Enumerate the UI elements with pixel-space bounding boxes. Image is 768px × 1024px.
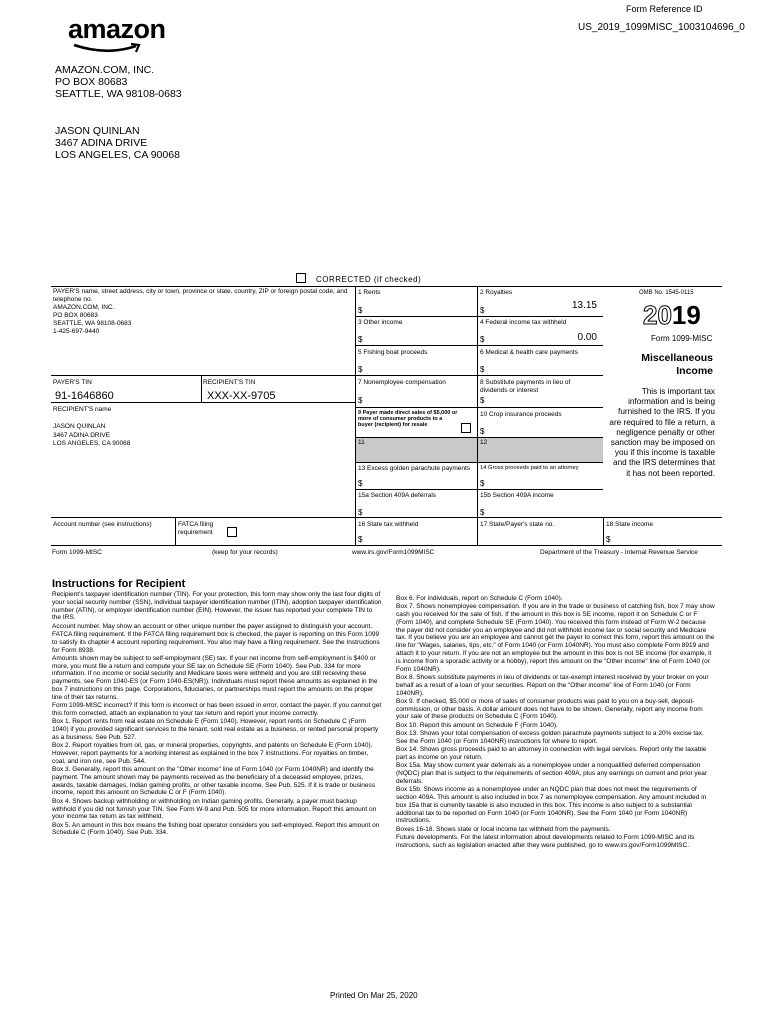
- box2-label: 2 Royalties: [480, 289, 513, 296]
- form-1099-misc: [51, 286, 722, 546]
- box8-label: 8 Substitute payments in lieu of dividends or interest: [480, 379, 571, 394]
- box7-label: 7 Nonemployee compensation: [358, 379, 446, 386]
- box13-dollar: $: [358, 479, 363, 488]
- recipient-address-line: LOS ANGELES, CA 90068: [55, 149, 180, 161]
- omb-number: OMB No. 1545-0115: [639, 290, 694, 296]
- box3-label: 3 Other income: [358, 319, 403, 326]
- box16-dollar: $: [358, 535, 363, 544]
- misc-income-title: Miscellaneous Income: [641, 352, 713, 377]
- box1-dollar: $: [358, 306, 363, 315]
- tax-year-outline: 20: [643, 300, 672, 330]
- recipient-name-label: RECIPIENT'S name: [53, 406, 112, 413]
- instructions-title: Instructions for Recipient: [52, 578, 186, 590]
- box5-label: 5 Fishing boat proceeds: [358, 349, 428, 356]
- box18-label: 18 State income: [606, 521, 653, 528]
- important-notice: This is important tax information and is being furnished to the IRS. If you are required to file a return, a negligence penalty or other sanction may be imposed on you if this income is taxable and the IRS determines that it has not been reported.: [609, 387, 715, 478]
- instruction-paragraph: Box 13. Shows your total compensation of excess golden parachute payments subject to a 20% excise tax. See the Form 1040 (or Form 1040NR) instructions for where to report.: [396, 730, 704, 745]
- amazon-logo: amazon: [68, 14, 166, 44]
- box6-label: 6 Medical & health care payments: [480, 349, 578, 356]
- box15b-dollar: $: [480, 508, 485, 517]
- recipient-line: 3467 ADINA DRIVE: [53, 431, 111, 439]
- box14-dollar: $: [480, 479, 485, 488]
- recipient-line: JASON QUINLAN: [53, 423, 106, 430]
- box15b-label: 15b Section 409A income: [480, 492, 554, 499]
- box2-dollar: $: [480, 306, 485, 315]
- recipient-line: LOS ANGELES, CA 90068: [53, 440, 131, 447]
- fatca-checkbox[interactable]: [227, 527, 237, 537]
- corrected-label: CORRECTED (if checked): [316, 275, 422, 284]
- recipient-info: [51, 422, 132, 450]
- box14-label: 14 Gross proceeds paid to an attorney: [480, 465, 579, 471]
- instruction-paragraph: Box 4. Shows backup withholding or withholding on Indian gaming profits. Generally, a payer must backup withhold if you did not furnish your TIN. See Form W-9 and Pub. 505 for more information. Report this amount on your income tax return as tax withheld.: [52, 797, 377, 821]
- instruction-paragraph: Box 10. Report this amount on Schedule F (Form 1040).: [396, 721, 558, 729]
- box1-label: 1 Rents: [358, 289, 381, 296]
- instruction-paragraph: Box 3. Generally, report this amount on the "Other income" line of Form 1040 (or Form 1040NR) and identify the payment. The amount shown may be payments received as the beneficiary of a deceased employee, prizes, awards, taxable damages, Indian gaming profits, or other taxable income. See Pub. 525. If it is trade or business income, report this amount on Schedule C or F (Form 1040).: [52, 766, 376, 797]
- instruction-paragraph: Box 8. Shows substitute payments in lieu of dividends or tax-exempt interest received by your broker on your behalf as a result of a loan of your securities. Report on the "Other income" line of Form 1040 (or Form 1040NR).: [396, 673, 709, 697]
- box16-label: 16 State tax withheld: [358, 521, 419, 528]
- box12-label: 12: [480, 439, 488, 446]
- payer-address-line: PO BOX 80683: [55, 76, 128, 88]
- footer-url: www.irs.gov/Form1099MISC: [352, 549, 435, 556]
- instruction-paragraph: Account number. May show an account or other unique number the payer assigned to distinguish your account.: [52, 622, 373, 630]
- box18-dollar: $: [606, 535, 611, 544]
- printed-on: Printed On Mar 25, 2020: [330, 991, 418, 1000]
- box11-label: 11: [358, 439, 365, 446]
- recipient-address-block: [55, 125, 180, 161]
- instruction-paragraph: Box 15a. May show current year deferrals as a nonemployee under a nonqualified deferred compensation (NQDC) plan that is subject to the requirements of section 409A, plus any earnings on current and prior year deferrals.: [396, 762, 708, 785]
- instruction-paragraph: Form 1099-MISC incorrect? If this form is incorrect or has been issued in error, contact the payer. If you cannot get this form corrected, attach an explanation to your tax return and report your income correctly.: [52, 702, 382, 717]
- box8-dollar: $: [480, 396, 485, 405]
- instruction-paragraph: Box 1. Report rents from real estate on Schedule E (Form 1040). However, report rents on Schedule C (Form 1040) if you provided significant services to the tenant, sold real estate as a business, or rented personal property as a business. See Pub. 527.: [52, 718, 379, 741]
- box7-dollar: $: [358, 396, 363, 405]
- fatca-label: FATCA filing requirement: [178, 521, 214, 536]
- corrected-checkbox[interactable]: [296, 273, 306, 283]
- box9-checkbox[interactable]: [461, 423, 471, 433]
- recipient-tin-label: RECIPIENT'S TIN: [203, 379, 256, 386]
- instructions-right-column: [396, 595, 716, 850]
- instruction-paragraph: Box 14. Shows gross proceeds paid to an attorney in connection with legal services. Report only the taxable part as income on your return.: [396, 746, 707, 761]
- recipient-tin-value: XXX-XX-9705: [207, 390, 276, 402]
- box2-value: 13.15: [571, 300, 597, 311]
- box13-label: 13 Excess golden parachute payments: [358, 465, 471, 472]
- payer-line: PO BOX 80683: [53, 312, 98, 319]
- box4-dollar: $: [480, 335, 485, 344]
- form-name: Form 1099-MISC: [651, 334, 713, 343]
- account-number-label: Account number (see instructions): [53, 521, 152, 528]
- box6-dollar: $: [480, 365, 485, 374]
- payer-address-line: SEATTLE, WA 98108-0683: [55, 88, 182, 100]
- box15a-dollar: $: [358, 508, 363, 517]
- box10-label: 10 Crop insurance proceeds: [480, 411, 562, 418]
- payer-tin-value: 91-1646860: [55, 390, 114, 402]
- box17-label: 17 State/Payer's state no.: [480, 521, 555, 528]
- instruction-paragraph: Recipient's taxpayer identification number (TIN). For your protection, this form may show only the last four digits of your social security number (SSN), individual taxpayer identification number (ITIN), adoption taxpayer identification number (ATIN), or employer identification number (EIN). However, the issuer has reported your complete TIN to the IRS.: [52, 591, 382, 622]
- box9-label: 9 Payer made direct sales of $5,000 or more of consumer products to a buyer (recipient) for resale: [358, 410, 458, 428]
- footer-form-name: Form 1099-MISC: [52, 549, 102, 556]
- footer-keep: (keep for your records): [212, 549, 278, 556]
- payer-tin-label: PAYER'S TIN: [53, 379, 92, 386]
- box3-dollar: $: [358, 335, 363, 344]
- instruction-paragraph: Box 7. Shows nonemployee compensation. If you are in the trade or business of catching fish, box 7 may show cash you received for the sale of fish. If the amount in this box is SE income, report it on Schedule C or F (Form 1040), and complete Schedule SE (Form 1040). You received this form instead of Form W-2 because the payer did not consider you an employee and did not withhold income tax or social security and Medicare tax. If you believe you are an employee and cannot get the payer to correct this form, report this amount on the line for "Wages, salaries, tips, etc." of Form 1040 (or Form 1040NR). You must also complete Form 8919 and attach it to your return. If you are not an employee but the amount in this box is not SE income (for example, it is income from a sporadic activity or a hobby), report this amount on the "Other income" line of Form 1040 (or Form 1040NR).: [396, 603, 715, 673]
- payer-line: SEATTLE, WA 98108-0683: [53, 320, 132, 327]
- box15a-label: 15a Section 409A deferrals: [358, 492, 437, 499]
- instruction-paragraph: Future developments. For the latest information about developments related to Form 1099-MISC and its instructions, such as legislation enacted after they were published, go to www.irs.gov/Form1099MISC.: [396, 833, 695, 849]
- tax-year-bold: 19: [671, 300, 701, 330]
- instruction-paragraph: Boxes 16-18. Shows state or local income tax withheld from the payments.: [396, 825, 611, 833]
- form-reference-value: US_2019_1099MISC_1003104696_0: [578, 22, 745, 33]
- payer-label: PAYER'S name, street address, city or town, province or state, country, ZIP or foreign postal code, and telephone no.: [53, 288, 348, 303]
- box10-dollar: $: [480, 427, 485, 436]
- tax-year: [643, 301, 701, 329]
- payer-info: [51, 303, 351, 337]
- instruction-paragraph: Amounts shown may be subject to self-employment (SE) tax. If your net income from self-employment is $400 or more, you must file a return and compute your SE tax on Schedule SE (Form 1040). See Pub. 334 for more information. If no income or social security and Medicare taxes were withheld and you are still receiving these payments, see Form 1040-ES (or Form 1040-ES(NR)). Individuals must report these amounts as explained in the box 7 instructions on this page. Corporations, fiduciaries, or partnerships must report the amounts on the proper line of their tax returns.: [52, 654, 378, 701]
- recipient-address-line: JASON QUINLAN: [55, 125, 140, 137]
- recipient-address-line: 3467 ADINA DRIVE: [55, 137, 148, 149]
- footer-department: Department of the Treasury - Internal Revenue Service: [540, 549, 698, 556]
- box4-value: 0.00: [577, 332, 597, 343]
- payer-line: 1-425-697-9440: [53, 328, 100, 335]
- instruction-paragraph: Box 5. An amount in this box means the fishing boat operator considers you self-employed. Report this amount on Schedule C (Form 1040). See Pub. 334.: [52, 821, 380, 837]
- instruction-paragraph: Box 2. Report royalties from oil, gas, or mineral properties, copyrights, and patents on Schedule E (Form 1040). However, report payments for a working interest as explained in the box 7 instructions. For royalties on timber, coal, and iron ore, see Pub. 544.: [52, 742, 373, 765]
- instructions-left-column: [52, 591, 382, 838]
- instruction-paragraph: Box 15b. Shows income as a nonemployee under an NQDC plan that does not meet the requirements of section 409A. This amount is also included in box 7 as nonemployee compensation. Any amount included in box 15a that is currently taxable is also included in this box. This income is also subject to a substantial additional tax to be reported on Form 1040 (or Form 1040NR). See the Form 1040 (or Form 1040NR) instructions.: [396, 786, 707, 825]
- payer-address-block: [55, 64, 182, 100]
- instruction-paragraph: FATCA filing requirement. If the FATCA filing requirement box is checked, the payer is reporting on this Form 1099 to satisfy its chapter 4 account reporting requirement. You also may have a filing requirement. See the Instructions for Form 8938.: [52, 630, 380, 654]
- instruction-paragraph: Box 6. For individuals, report on Schedule C (Form 1040).: [396, 595, 563, 602]
- payer-address-line: AMAZON.COM, INC.: [55, 64, 155, 76]
- amazon-smile-icon: [70, 42, 144, 54]
- instruction-paragraph: Box 9. If checked, $5,000 or more of sales of consumer products was paid to you on a buy-sell, deposit-commission, or other basis. A dollar amount does not have to be shown. Generally, report any income from your sale of these products on Schedule C (Form 1040).: [396, 697, 703, 721]
- payer-line: AMAZON.COM, INC.: [53, 304, 115, 311]
- box4-label: 4 Federal income tax withheld: [480, 319, 567, 326]
- form-reference-label: Form Reference ID: [626, 4, 703, 14]
- box5-dollar: $: [358, 365, 363, 374]
